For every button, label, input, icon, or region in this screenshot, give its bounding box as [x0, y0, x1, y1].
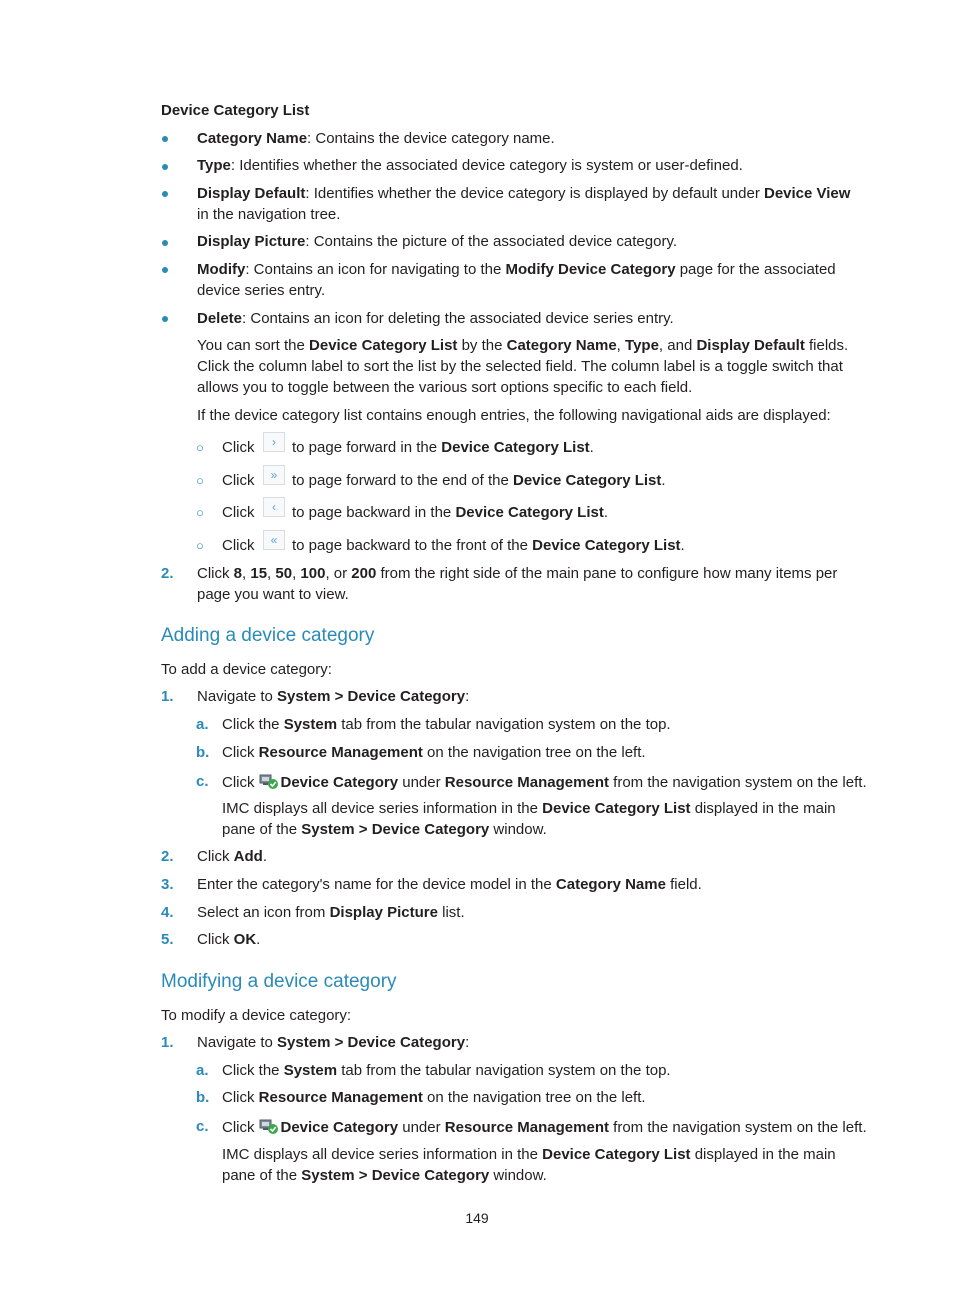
page-forward-icon[interactable]: ›	[263, 432, 285, 452]
list-heading: Device Category List	[161, 102, 310, 119]
bullet-delete: Delete: Contains an icon for deleting the associated device series entry.	[197, 310, 674, 327]
circle-bullet: ○	[196, 505, 204, 520]
sort-paragraph-line1: You can sort the Device Category List by the Category Name, Type, and Display Default fields.	[197, 337, 849, 354]
step-number: 1.	[161, 688, 174, 705]
step-number: 5.	[161, 931, 174, 948]
substep-c-text: Click Device Category under Resource Management from the navigation system on the left.	[222, 774, 867, 791]
bullet-dot	[162, 316, 168, 322]
step-number: 2.	[161, 565, 174, 582]
step1-text: Navigate to System > Device Category:	[197, 1034, 470, 1051]
nav-click-label: Click	[222, 537, 255, 554]
section-heading-adding: Adding a device category	[161, 625, 375, 646]
step-number: 1.	[161, 1034, 174, 1051]
substep-letter: c.	[196, 773, 209, 790]
sort-paragraph-line2: Click the column label to sort the list by the selected field. The column label is a toggle switch that	[197, 358, 843, 375]
substep-b-text: Click Resource Management on the navigation tree on the left.	[222, 744, 646, 761]
nav-intro: If the device category list contains enough entries, the following navigational aids are displayed:	[197, 407, 831, 424]
nav-item-text: to page forward in the Device Category List.	[292, 439, 594, 456]
step-text: Select an icon from Display Picture list.	[197, 904, 465, 921]
substep-letter: a.	[196, 1062, 209, 1079]
bullet-dot	[162, 267, 168, 273]
step2-text-cont: page you want to view.	[197, 586, 349, 603]
bullet-dot	[162, 164, 168, 170]
bullet-modify-cont: device series entry.	[197, 282, 326, 299]
section-intro: To add a device category:	[161, 661, 332, 678]
circle-bullet: ○	[196, 440, 204, 455]
substep-a-text: Click the System tab from the tabular navigation system on the top.	[222, 716, 671, 733]
section-intro: To modify a device category:	[161, 1007, 352, 1024]
page-back-icon[interactable]: ‹	[263, 497, 285, 517]
bullet-category-name: Category Name: Contains the device category name.	[197, 130, 555, 147]
substep-letter: c.	[196, 1118, 209, 1135]
page-first-icon[interactable]: «	[263, 530, 285, 550]
sort-paragraph-line3: allows you to toggle between the various sort options specific to each field.	[197, 379, 693, 396]
device-category-icon	[259, 772, 279, 790]
nav-click-label: Click	[222, 439, 255, 456]
page-last-icon[interactable]: »	[263, 465, 285, 485]
imc-paragraph-line1: IMC displays all device series information in the Device Category List displayed in the main	[222, 800, 836, 817]
bullet-type: Type: Identifies whether the associated device category is system or user-defined.	[197, 157, 743, 174]
step-number: 3.	[161, 876, 174, 893]
step-text: Click OK.	[197, 931, 261, 948]
bullet-dot	[162, 240, 168, 246]
substep-letter: a.	[196, 716, 209, 733]
nav-click-label: Click	[222, 504, 255, 521]
circle-bullet: ○	[196, 473, 204, 488]
step-number: 2.	[161, 848, 174, 865]
bullet-modify: Modify: Contains an icon for navigating to the Modify Device Category page for the associated	[197, 261, 836, 278]
substep-letter: b.	[196, 744, 210, 761]
imc-paragraph-line2: pane of the System > Device Category window.	[222, 821, 547, 838]
step-text: Enter the category's name for the device model in the Category Name field.	[197, 876, 702, 893]
bullet-dot	[162, 136, 168, 142]
bullet-display-default-cont: in the navigation tree.	[197, 206, 341, 223]
imc-paragraph-line1: IMC displays all device series information in the Device Category List displayed in the main	[222, 1146, 836, 1163]
substep-b-text: Click Resource Management on the navigation tree on the left.	[222, 1089, 646, 1106]
page-number: 149	[465, 1210, 489, 1226]
bullet-dot	[162, 191, 168, 197]
nav-click-label: Click	[222, 472, 255, 489]
step-text: Click Add.	[197, 848, 268, 865]
circle-bullet: ○	[196, 538, 204, 553]
substep-a-text: Click the System tab from the tabular navigation system on the top.	[222, 1062, 671, 1079]
nav-item-text: to page forward to the end of the Device Category List.	[292, 472, 666, 489]
step-number: 4.	[161, 904, 174, 921]
imc-paragraph-line2: pane of the System > Device Category window.	[222, 1167, 547, 1184]
device-category-icon	[259, 1117, 279, 1135]
section-heading-modifying: Modifying a device category	[161, 971, 397, 992]
bullet-display-picture: Display Picture: Contains the picture of the associated device category.	[197, 233, 677, 250]
substep-c-text: Click Device Category under Resource Management from the navigation system on the left.	[222, 1119, 867, 1136]
step2-text: Click 8, 15, 50, 100, or 200 from the right side of the main pane to configure how many items per	[197, 565, 838, 582]
substep-letter: b.	[196, 1089, 210, 1106]
bullet-display-default: Display Default: Identifies whether the device category is displayed by default under Device View	[197, 185, 851, 202]
step1-text: Navigate to System > Device Category:	[197, 688, 470, 705]
nav-item-text: to page backward to the front of the Device Category List.	[292, 537, 685, 554]
nav-item-text: to page backward in the Device Category List.	[292, 504, 609, 521]
